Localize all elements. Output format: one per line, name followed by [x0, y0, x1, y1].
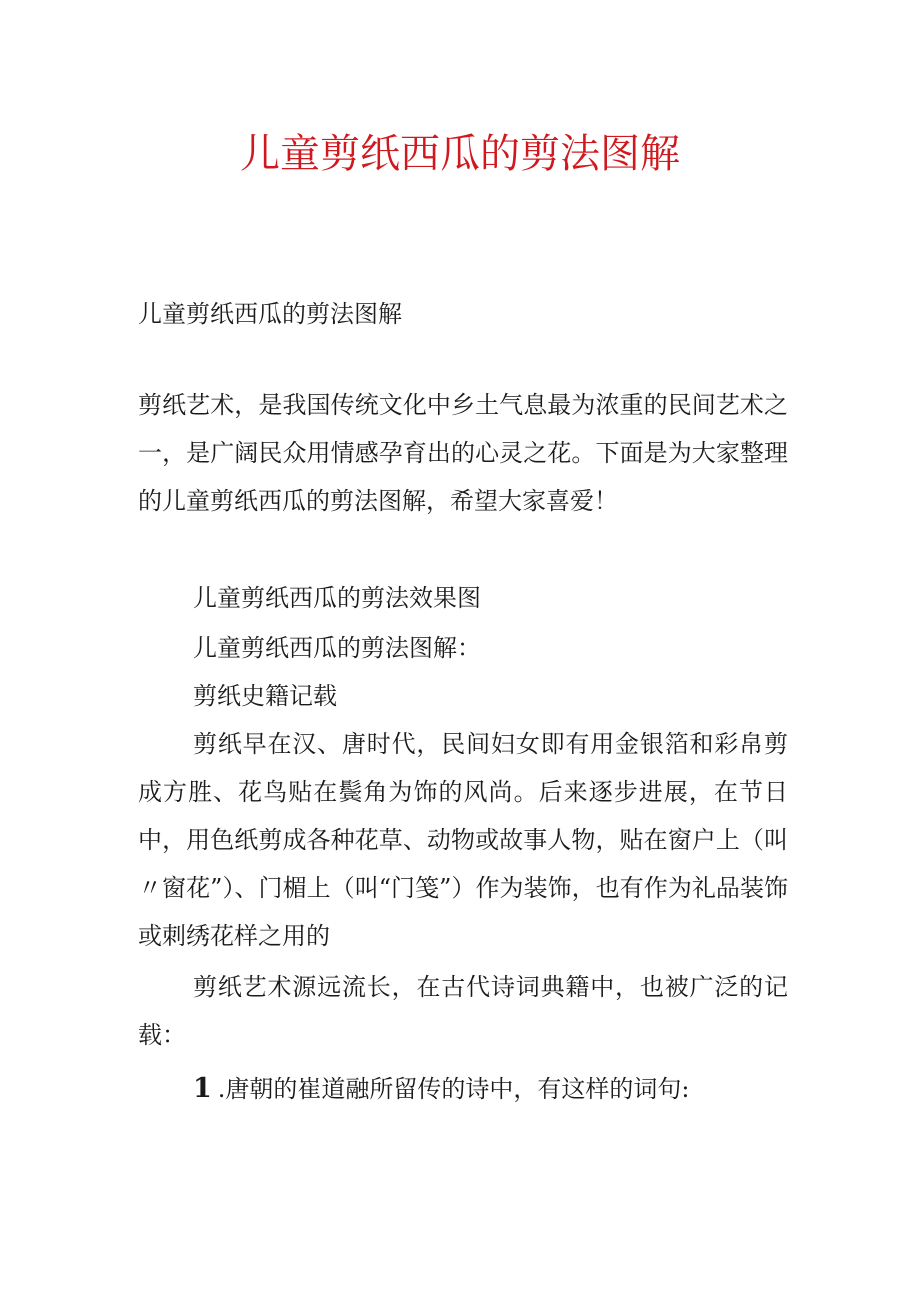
numbered-item-1	[138, 1065, 788, 1113]
illustration-caption: 儿童剪纸西瓜的剪法图解：	[193, 634, 481, 662]
list-number: 1	[193, 1073, 212, 1104]
records-paragraph: 剪纸艺术源远流长，在古代诗词典籍中，也被广泛的记载：	[138, 973, 788, 1049]
intro-paragraph: 剪纸艺术，是我国传统文化中乡土气息最为浓重的民间艺术之一，是广阔民众用情感孕育出的心灵之花。下面是为大家整理的儿童剪纸西瓜的剪法图解，希望大家喜爱！	[138, 391, 788, 515]
subtitle-paragraph: 儿童剪纸西瓜的剪法图解	[138, 300, 402, 328]
section-heading-history: 剪纸史籍记载	[193, 682, 337, 710]
history-paragraph: 剪纸早在汉、唐时代，民间妇女即有用金银箔和彩帛剪成方胜、花鸟贴在鬓角为饰的风尚。后来逐步进展，在节日中，用色纸剪成各种花草、动物或故事人物，贴在窗户上（叫〃窗花”）、门楣上（叫“门笺”）作为装饰，也有作为礼品装饰或刺绣花样之用的	[138, 730, 788, 950]
numbered-item-text: .唐朝的崔道融所留传的诗中，有这样的词句:	[217, 1075, 690, 1103]
document-title: 儿童剪纸西瓜的剪法图解	[240, 131, 680, 177]
effect-image-caption: 儿童剪纸西瓜的剪法效果图	[193, 584, 481, 612]
